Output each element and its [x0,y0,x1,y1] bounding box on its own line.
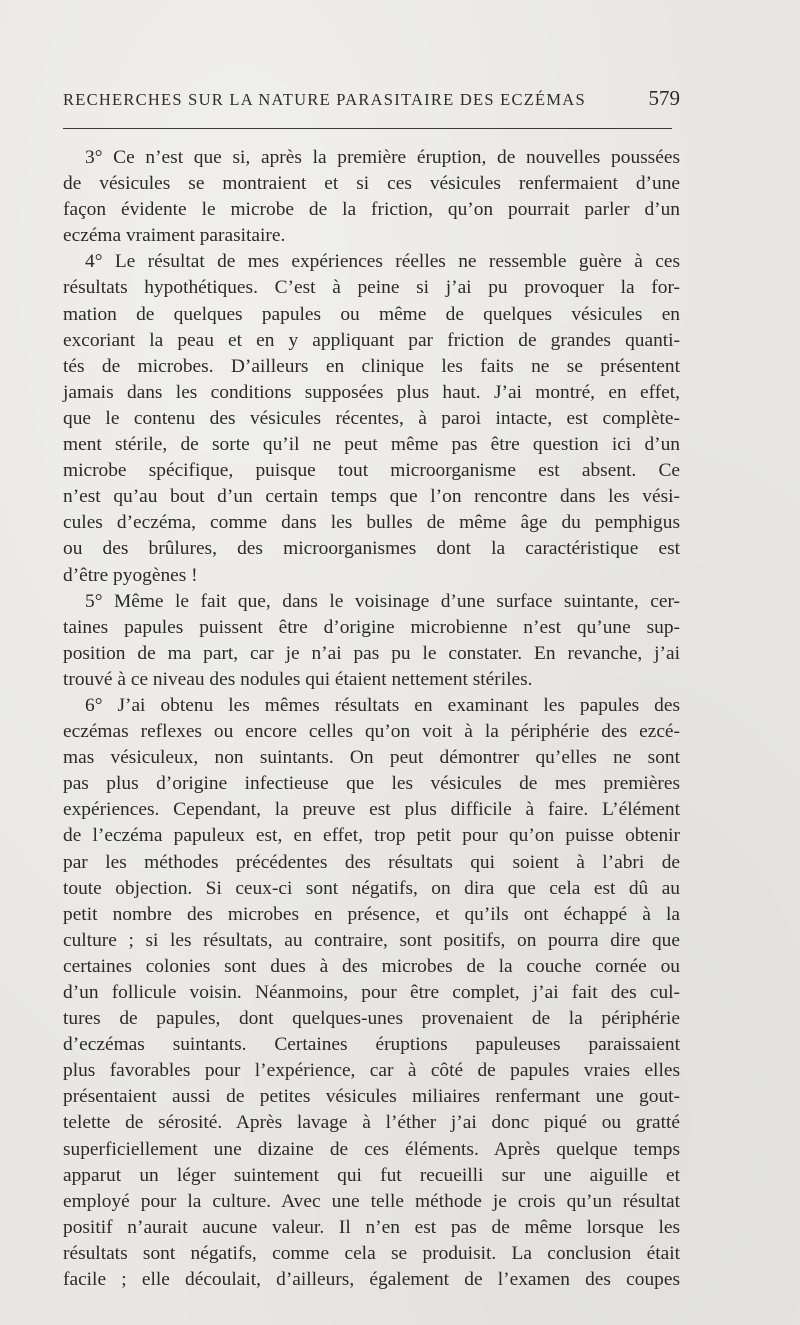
paragraph-4-line: d’être pyogènes ! [63,564,198,586]
paragraph-4-line: mation de quelques papules ou même de quelques vésicules en [63,303,680,325]
paragraph-4-line: microbe spécifique, puisque tout microorganisme est absent. Ce [63,460,680,482]
paragraph-6-line: par les méthodes précédentes des résultats qui soient à l’abri de [63,851,680,873]
paragraph-4-line: résultats hypothétiques. C’est à peine si j’ai pu provoquer la for- [63,277,680,299]
paragraph-3-line: façon évidente le microbe de la friction, qu’on pourrait parler d’un [63,199,680,221]
paragraph-6-line: tures de papules, dont quelques-unes provenaient de la périphérie [63,1008,680,1030]
paragraph-5-line: position de ma part, car je n’ai pas pu le constater. En revanche, j’ai [63,642,680,664]
paragraph-3-line: 3° Ce n’est que si, après la première éruption, de nouvelles poussées [85,147,680,168]
running-head: RECHERCHES SUR LA NATURE PARASITAIRE DES ECZÉMAS [63,90,586,109]
paragraph-5-line: taines papules puissent être d’origine microbienne n’est qu’une sup- [63,616,680,638]
paragraph-4-line: tés de microbes. D’ailleurs en clinique les faits ne se présentent [63,355,680,377]
paragraph-6-line: employé pour la culture. Avec une telle méthode je crois qu’un résultat [63,1190,680,1212]
paragraph-3-line: eczéma vraiment parasitaire. [63,225,286,247]
paragraph-6-line: toute objection. Si ceux-ci sont négatifs, on dira que cela est dû au [63,877,680,899]
page-header [63,88,680,114]
paragraph-6-line: de l’eczéma papuleux est, en effet, trop petit pour qu’on puisse obtenir [63,825,680,847]
paragraph-6-line: d’eczémas suintants. Certaines éruptions papuleuses paraissaient [63,1034,680,1056]
paragraph-6-line: certaines colonies sont dues à des microbes de la couche cornée ou [63,955,680,977]
paragraph-6-line: expériences. Cependant, la preuve est plus difficile à faire. L’élément [63,799,680,821]
paragraph-6-line: positif n’aurait aucune valeur. Il n’en est pas de même lorsque les [63,1216,680,1238]
paragraph-4-line: n’est qu’au bout d’un certain temps que l’on rencontre dans les vési- [63,486,680,508]
page-number: 579 [648,86,680,110]
paragraph-6-line: telette de sérosité. Après lavage à l’éther j’ai donc piqué ou gratté [63,1112,680,1134]
paragraph-6-line: résultats sont négatifs, comme cela se produisit. La conclusion était [63,1242,680,1264]
paragraph-6-line: apparut un léger suintement qui fut recueilli sur une aiguille et [63,1164,680,1186]
paragraph-6-line: facile ; elle découlait, d’ailleurs, également de l’examen des coupes [63,1269,680,1291]
paragraph-5-line: 5° Même le fait que, dans le voisinage d’une surface suintante, cer- [85,590,680,612]
paragraph-4-line: ou des brûlures, des microorganismes dont la caractéristique est [63,538,680,560]
paragraph-4-line: que le contenu des vésicules récentes, à paroi intacte, est complète- [63,407,680,429]
paragraph-6-line: superficiellement une dizaine de ces éléments. Après quelque temps [63,1138,680,1160]
paragraph-4-line: jamais dans les conditions supposées plus haut. J’ai montré, en effet, [63,381,680,403]
paragraph-6-line: pas plus d’origine infectieuse que les vésicules de mes premières [63,773,680,795]
paragraph-6-line: eczémas reflexes ou encore celles qu’on voit à la périphérie des ezcé- [63,721,680,743]
paragraph-4-line: 4° Le résultat de mes expériences réelles ne ressemble guère à ces [85,251,680,273]
paragraph-6-line: plus favorables pour l’expérience, car à côté de papules vraies elles [63,1060,680,1082]
body-text [63,145,680,1293]
paragraph-4-line: ment stérile, de sorte qu’il ne peut même pas être question ici d’un [63,434,680,456]
paragraph-6-line: 6° J’ai obtenu les mêmes résultats en examinant les papules des [85,694,680,716]
paragraph-6-line: mas vésiculeux, non suintants. On peut démontrer qu’elles ne sont [63,747,680,769]
paragraph-6-line: d’un follicule voisin. Néanmoins, pour être complet, j’ai fait des cul- [63,982,680,1003]
paragraph-3-line: de vésicules se montraient et si ces vésicules renfermaient d’une [63,173,680,195]
paragraph-5-line: trouvé à ce niveau des nodules qui étaient nettement stériles. [63,668,533,690]
paragraph-6-line: présentaient aussi de petites vésicules miliaires renfermant une gout- [63,1086,680,1108]
paragraph-4-line: cules d’eczéma, comme dans les bulles de même âge du pemphigus [63,512,680,534]
paragraph-6-line: culture ; si les résultats, au contraire, sont positifs, on pourra dire que [63,929,680,951]
paragraph-4-line: excoriant la peau et en y appliquant par friction de grandes quanti- [63,329,680,351]
paragraph-6-line: petit nombre des microbes en présence, et qu’ils ont échappé à la [63,903,680,925]
header-rule [63,128,672,129]
